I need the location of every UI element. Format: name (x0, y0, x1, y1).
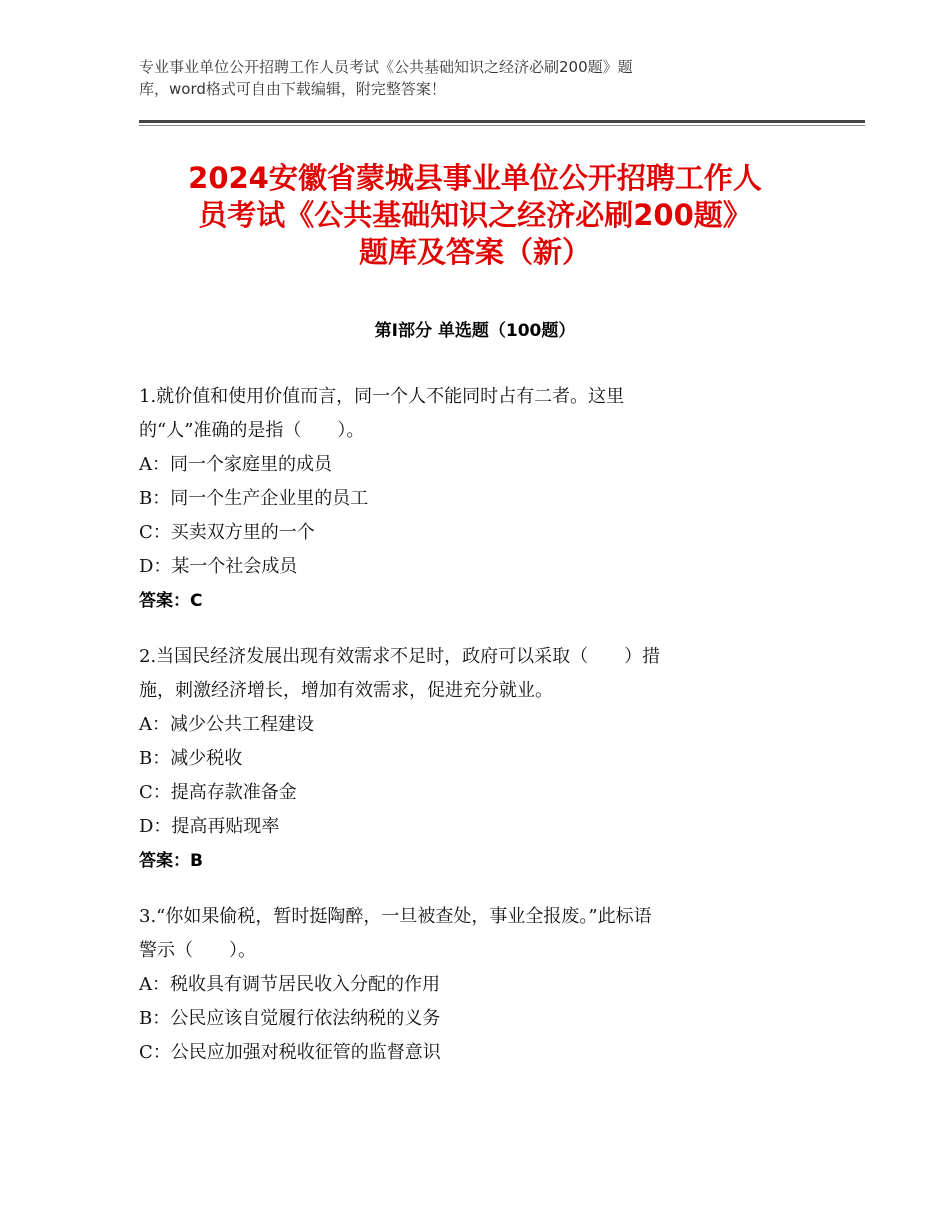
header-note (139, 56, 779, 100)
option-c: C：买卖双方里的一个 (139, 522, 315, 543)
question-1 (139, 380, 819, 618)
header-note-line: 库，word格式可自由下载编辑，附完整答案！ (139, 80, 446, 98)
option-a: A：同一个家庭里的成员 (139, 454, 332, 475)
question-stem: 1.就价值和使用价值而言，同一个人不能同时占有二者。这里 (139, 386, 625, 407)
question-stem: 2.当国民经济发展出现有效需求不足时，政府可以采取（ ）措 (139, 646, 661, 667)
option-c: C：公民应加强对税收征管的监督意识 (139, 1042, 441, 1063)
answer: 答案：C (139, 591, 203, 611)
document-title (120, 160, 830, 271)
title-line: 2024安徽省蒙城县事业单位公开招聘工作人 (188, 161, 762, 195)
option-b: B：减少税收 (139, 748, 243, 769)
header-divider-thin (139, 125, 865, 126)
option-c: C：提高存款准备金 (139, 782, 297, 803)
question-stem: 的“人”准确的是指（ ）。 (139, 420, 365, 441)
question-stem: 3.“你如果偷税，暂时挺陶醉，一旦被查处，事业全报废。”此标语 (139, 906, 652, 927)
option-a: A：税收具有调节居民收入分配的作用 (139, 974, 440, 995)
option-b: B：同一个生产企业里的员工 (139, 488, 369, 509)
question-3 (139, 900, 819, 1070)
option-b: B：公民应该自觉履行依法纳税的义务 (139, 1008, 441, 1029)
title-line: 题库及答案（新） (358, 235, 591, 269)
option-d: D：某一个社会成员 (139, 556, 298, 577)
question-stem: 施，刺激经济增长，增加有效需求，促进充分就业。 (139, 680, 553, 701)
question-stem: 警示（ ）。 (139, 940, 256, 961)
section-heading: 第Ⅰ部分 单选题（100题） (374, 321, 576, 341)
header-note-line: 专业事业单位公开招聘工作人员考试《公共基础知识之经济必刷200题》题 (139, 58, 633, 76)
question-2 (139, 640, 819, 878)
header-divider-thick (139, 120, 865, 123)
option-d: D：提高再贴现率 (139, 816, 280, 837)
answer: 答案：B (139, 851, 203, 871)
option-a: A：减少公共工程建设 (139, 714, 314, 735)
title-line: 员考试《公共基础知识之经济必刷200题》 (198, 198, 752, 232)
question-list (139, 380, 819, 1092)
